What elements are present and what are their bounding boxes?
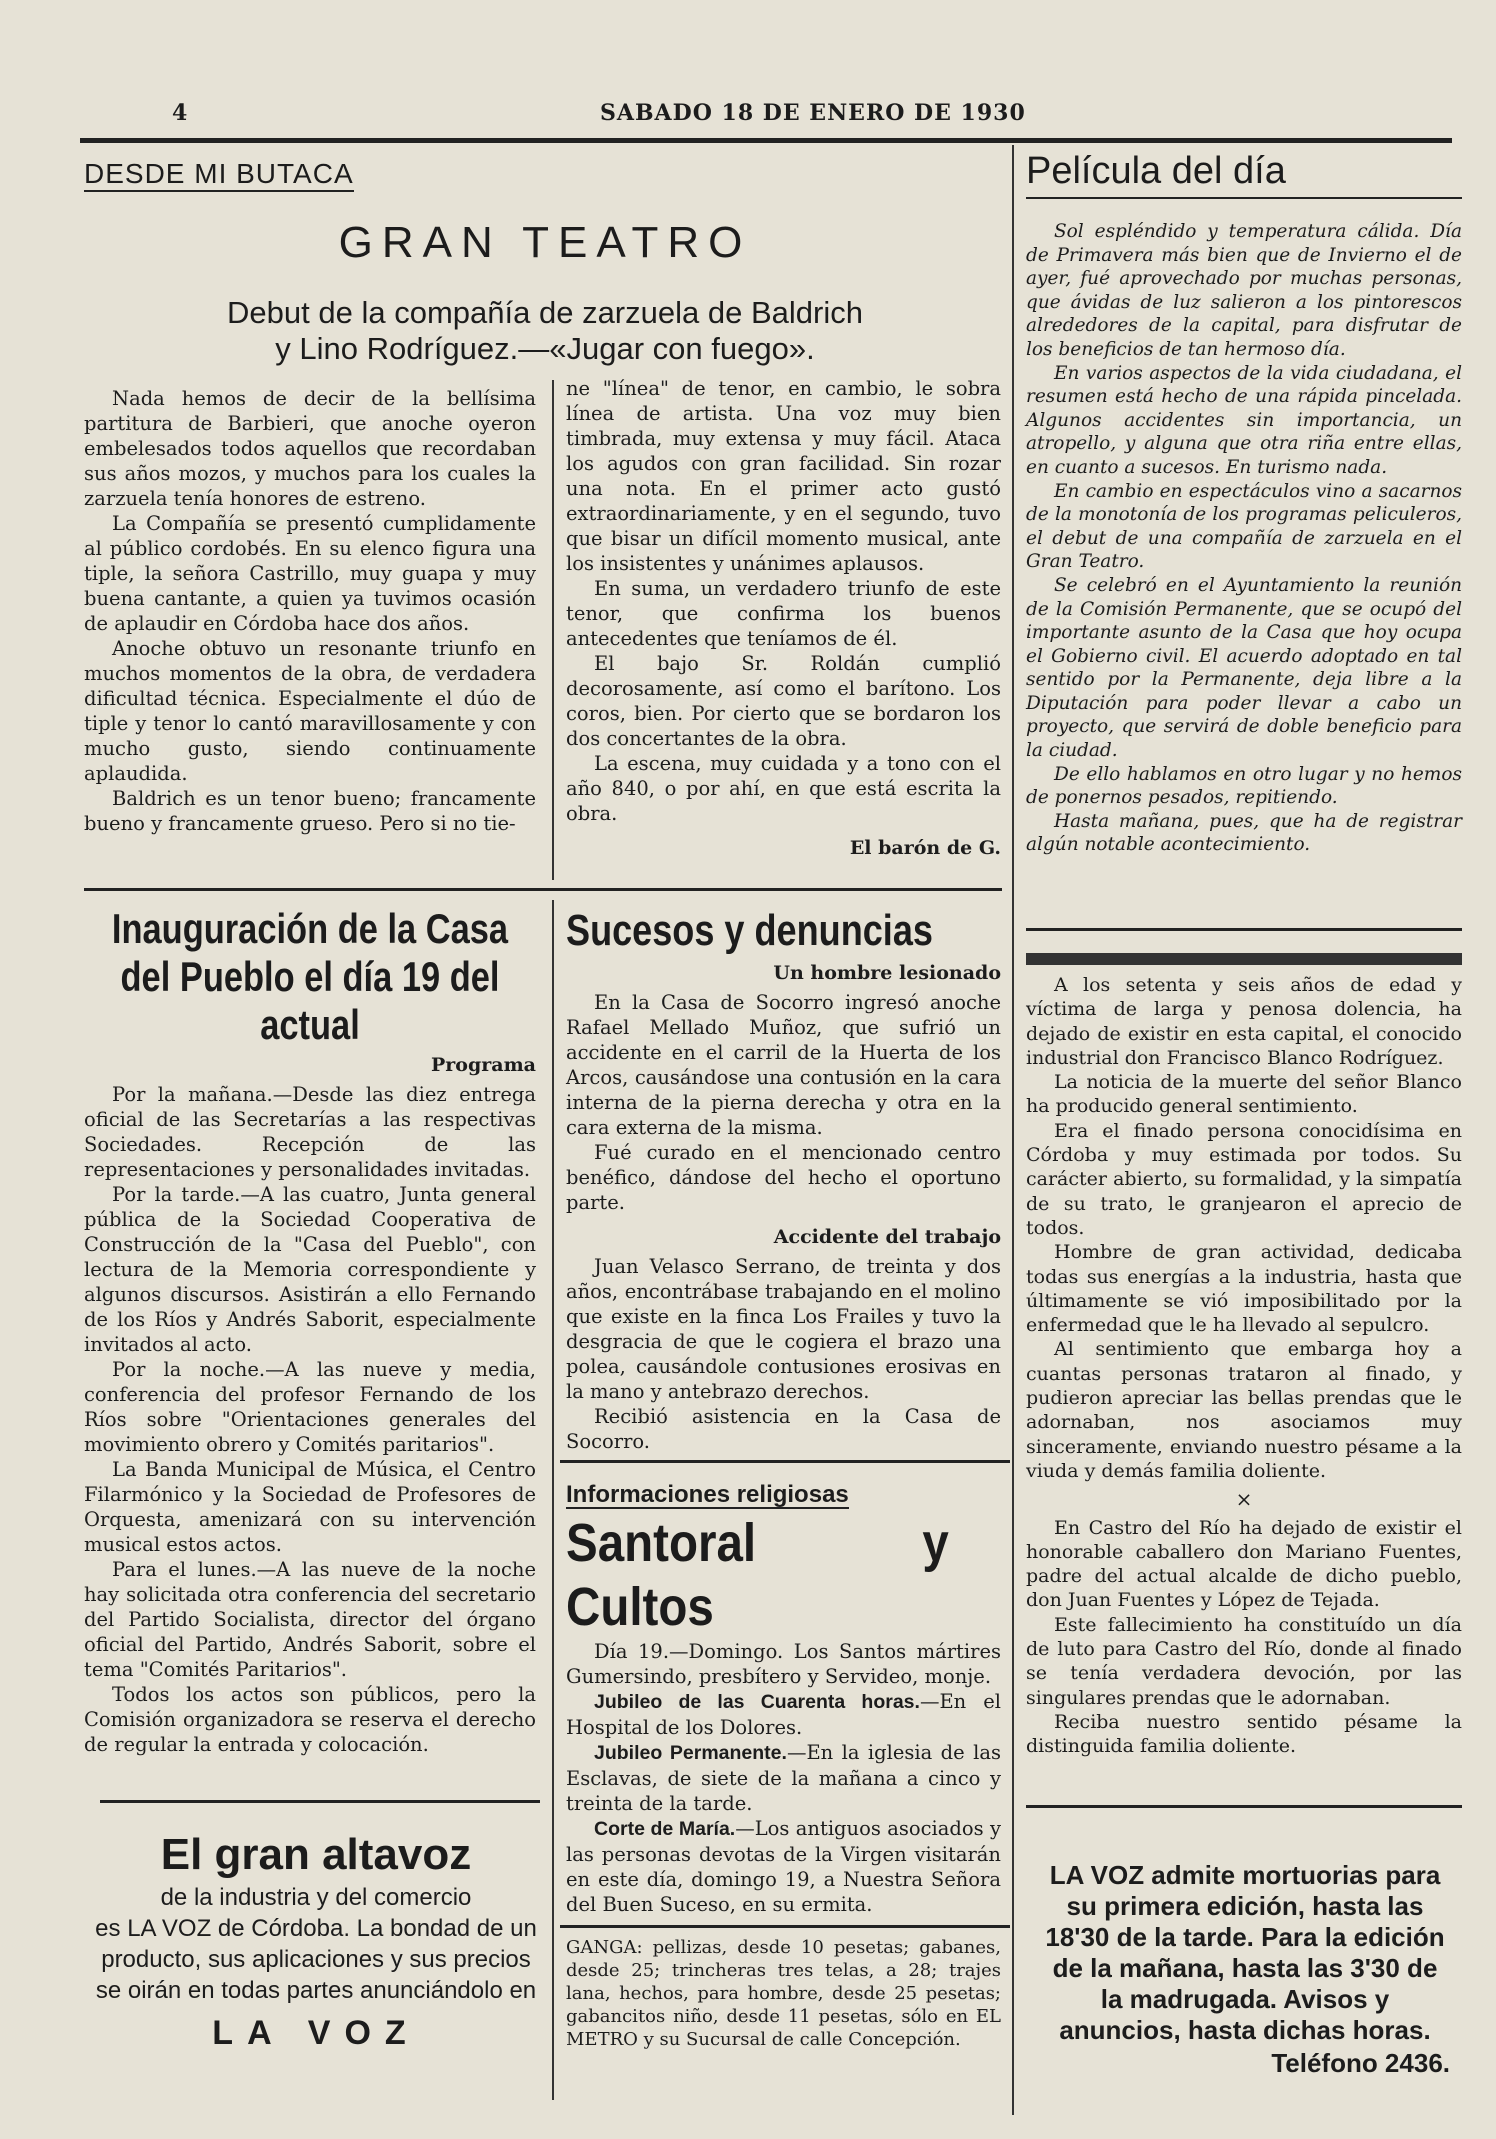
page-number: 4 bbox=[172, 100, 188, 126]
sucesos-subhead-1: Un hombre lesionado bbox=[773, 962, 1001, 984]
header-rule bbox=[80, 138, 1452, 143]
necrologia-article: A los setenta y seis años de edad y víctima de larga y penosa dolencia, ha dejado de existir en esta capital, el conocido industrial don Francisco Blanco Rodríguez. La noticia de la muerte del señor Blanco ha producido general sentimiento. Era el finado persona conocidísima en Córdoba y muy estimada por todos. Su carácter abierto, su formalidad, y la simpatía de su trato, le granjearon el aprecio de todos. Hombre de gran actividad, dedicaba todas sus energías a la industria, hasta que últimamente se vió imposibilitado por la enfermedad que le ha llevado al sepulcro. Al sentimiento que embarga hoy a cuantas personas trataron al finado, y pudieron apreciar las bellas prendas que le adornaban, nos asociamos muy sinceramente, enviando nuestro pésame a la viuda y demás familia doliente. × En Castro del Río ha dejado de existir el honorable caballero don Mariano Fuentes, padre del actual alcalde de dicho pueblo, don Juan Fuentes y López de Tejada. Este fallecimiento ha constituído un día de luto para Castro del Río, donde al finado se tenía verdadera devoción, por las singulares prendas que le adornaban. Reciba nuestro sentido pésame la distinguida familia doliente. bbox=[1026, 945, 1462, 1759]
religiosas-article bbox=[566, 1482, 1001, 1917]
mortuorias-notice: LA VOZ admite mortuorias para su primera edición, hasta las 18'30 de la tarde. Para la edición de la mañana, hasta las 3'30 de la madrugada. Avisos y anuncios, hasta dichas horas. Teléfono 2436. bbox=[1040, 1860, 1450, 2079]
section-rule bbox=[84, 888, 1002, 891]
ornament-bar bbox=[1026, 953, 1462, 965]
sucesos-article: Sucesos y denuncias Un hombre lesionado En la Casa de Socorro ingresó anoche Rafael Mellado Muñoz, que sufrió un accidente en el carril de la Huerta de los Arcos, causándose una contusión en la cara interna de la pierna derecha y otra en la cara externa de la misma. Fué curado en el mencionado centro benéfico, dándose del hecho el oportuno parte. Accidente del trabajo Juan Velasco Serrano, de treinta y dos años, encontrábase trabajando en el molino que existe en la finca Los Frailes y tuvo la desgracia de que le cogiera el brazo una polea, causándole contusiones erosivas en la mano y antebrazo derechos. Recibió asistencia en la Casa de Socorro. bbox=[566, 906, 1001, 1453]
cultos-item: Jubileo de las Cuarenta horas.—En el Hospital de los Dolores. bbox=[566, 1690, 1001, 1739]
ganga-ad: GANGA: pellizas, desde 10 pesetas; gabanes, desde 25; trincheras tres telas, a 28; trajes lana, hechos, para hombre, desde 25 pesetas; gabancitos niño, desde 11 pesetas, sólo en EL METRO y su Sucursal de calle Concepción. bbox=[566, 1937, 1001, 2050]
section-label: DESDE MI BUTACA bbox=[84, 158, 354, 192]
altavoz-ad: El gran altavoz de la industria y del comercio es LA VOZ de Córdoba. La bondad de un producto, sus aplicaciones y sus precios se oirán en todas partes anunciándolo en LA VOZ bbox=[90, 1828, 542, 2053]
separator-mark: × bbox=[1235, 1487, 1253, 1512]
page-date: SABADO 18 DE ENERO DE 1930 bbox=[600, 100, 1026, 126]
religiosas-headline: Santoral y Cultos bbox=[566, 1513, 949, 1637]
section-rule bbox=[1026, 928, 1462, 931]
column-separator bbox=[552, 380, 554, 880]
religiosas-kicker: Informaciones religiosas bbox=[566, 1481, 849, 1508]
altavoz-brand: LA VOZ bbox=[212, 2014, 420, 2052]
section-rule bbox=[560, 1460, 1010, 1463]
cultos-item: Corte de María.—Los antiguos asociados y las personas devotas de la Virgen visitarán en este día, domingo 19, a Nuestra Señora del Buen Suceso, en su ermita. bbox=[566, 1817, 1001, 1916]
casa-pueblo-headline: Inauguración de la Casa del Pueblo el día 19 del actual bbox=[111, 905, 509, 1048]
article-title: GRAN TEATRO bbox=[338, 218, 752, 267]
butaca-column-1: Nada hemos de decir de la bellísima partitura de Barbieri, que anoche oyeron embelesados todos aquellos que recordaban sus años mozos, y muchos para los cuales la zarzuela tenía honores de estreno. La Compañía se presentó cumplidamente al público cordobés. En su elenco figura una tiple, la señora Castrillo, muy guapa y muy buena cantante, a quien ya tuvimos ocasión de aplaudir en Córdoba hace dos años. Anoche obtuvo un resonante triunfo en muchos momentos de la obra, de verdadera dificultad técnica. Especialmente el dúo de tiple y tenor lo cantó maravillosamente y con mucho gusto, siendo continuamente aplaudida. Baldrich es un tenor bueno; francamente bueno y francamente grueso. Pero si no tie- bbox=[84, 387, 536, 835]
casa-pueblo-article: Inauguración de la Casa del Pueblo el día 19 del actual Programa Por la mañana.—Desde las diez entrega oficial de las Secretarías a las respectivas Sociedades. Recepción de las representaciones y personalidades invitadas. Por la tarde.—A las cuatro, Junta general pública de la Sociedad Cooperativa de Construcción de la "Casa del Pueblo", con lectura de la Memoria correspondiente y algunos discursos. Asistirán a ello Fernando de los Ríos y Andrés Saborit, especialmente invitados al acto. Por la noche.—A las nueve y media, conferencia del profesor Fernando de los Ríos sobre "Orientaciones generales del movimiento obrero y Comités paritarios". La Banda Municipal de Música, el Centro Filarmónico y la Sociedad de Profesores de Orquesta, amenizará con su intervención musical estos actos. Para el lunes.—A las nueve de la noche hay solicitada otra conferencia del secretario del Partido Socialista, director del órgano oficial del Partido, Andrés Saborit, sobre el tema "Comités Paritarios". Todos los actos son públicos, pero la Comisión organizadora se reserva el derecho de regular la entrada y colocación. bbox=[84, 905, 536, 1756]
article-subtitle: Debut de la compañía de zarzuela de Baldrich y Lino Rodríguez.—«Jugar con fuego». bbox=[227, 295, 863, 366]
santoral-item: Día 19.—Domingo. Los Santos mártires Gumersindo, presbítero y Servideo, monje. bbox=[566, 1640, 1001, 1688]
section-rule bbox=[560, 1925, 1010, 1928]
phone-number: Teléfono 2436. bbox=[1271, 2048, 1450, 2078]
column-separator bbox=[1012, 145, 1014, 2115]
altavoz-headline: El gran altavoz bbox=[160, 1830, 472, 1879]
pelicula-title: Película del día bbox=[1026, 150, 1462, 199]
column-separator bbox=[552, 900, 554, 2100]
butaca-column-2: ne "línea" de tenor, en cambio, le sobra línea de artista. Una voz muy bien timbrada, muy extensa y muy fácil. Ataca los agudos con gran facilidad. Sin rozar una nota. En el primer acto gustó extraordinariamente, y en el segundo, tuvo que bisar un difícil momento musical, ante los insistentes y unánimes aplausos. En suma, un verdadero triunfo de este tenor, que confirma los buenos antecedentes que teníamos de él. El bajo Sr. Roldán cumplió decorosamente, así como el barítono. Los coros, bien. Por cierto que se bordaron los dos concertantes de la obra. La escena, muy cuidada y a tono con el año 840, o por ahí, en que está escrita la obra. El barón de G. bbox=[566, 377, 1001, 859]
pelicula-body: Sol espléndido y temperatura cálida. Día de Primavera más bien que de Invierno el de ayer, fué aprovechado por muchas personas, que ávidas de luz salieron a los pintorescos alrededores de la capital, para disfrutar de los beneficios de tan hermoso día. En varios aspectos de la vida ciudadana, el resumen está hecho de una rápida pincelada. Algunos accidentes sin importancia, un atropello, y alguna que otra riña entre ellas, en cuanto a sucesos. En turismo nada. En cambio en espectáculos vino a sacarnos de la monotonía de los programas peliculeros, el debut de una compañía de zarzuela en el Gran Teatro. Se celebró en el Ayuntamiento la reunión de la Comisión Permanente, que se ocupó del importante asunto de la Casa que hoy ocupa el Gobierno civil. El acuerdo adoptado en tal sentido por la Permanente, deja libre a la Diputación para poder llevar a cabo un proyecto, que servirá de doble beneficio para la ciudad. De ello hablamos en otro lugar y no hemos de ponernos pesados, repitiendo. Hasta mañana, pues, que ha de registrar algún notable acontecimiento. bbox=[1026, 221, 1462, 856]
section-rule bbox=[100, 1800, 540, 1803]
signature: El barón de G. bbox=[849, 837, 1001, 859]
cultos-item: Jubileo Permanente.—En la iglesia de las Esclavas, de siete de la mañana a cinco y treinta de la tarde. bbox=[566, 1741, 1001, 1815]
casa-pueblo-subhead: Programa bbox=[431, 1054, 536, 1076]
sucesos-headline: Sucesos y denuncias bbox=[566, 906, 933, 955]
sucesos-subhead-2: Accidente del trabajo bbox=[773, 1226, 1001, 1248]
section-rule bbox=[1026, 1805, 1462, 1808]
